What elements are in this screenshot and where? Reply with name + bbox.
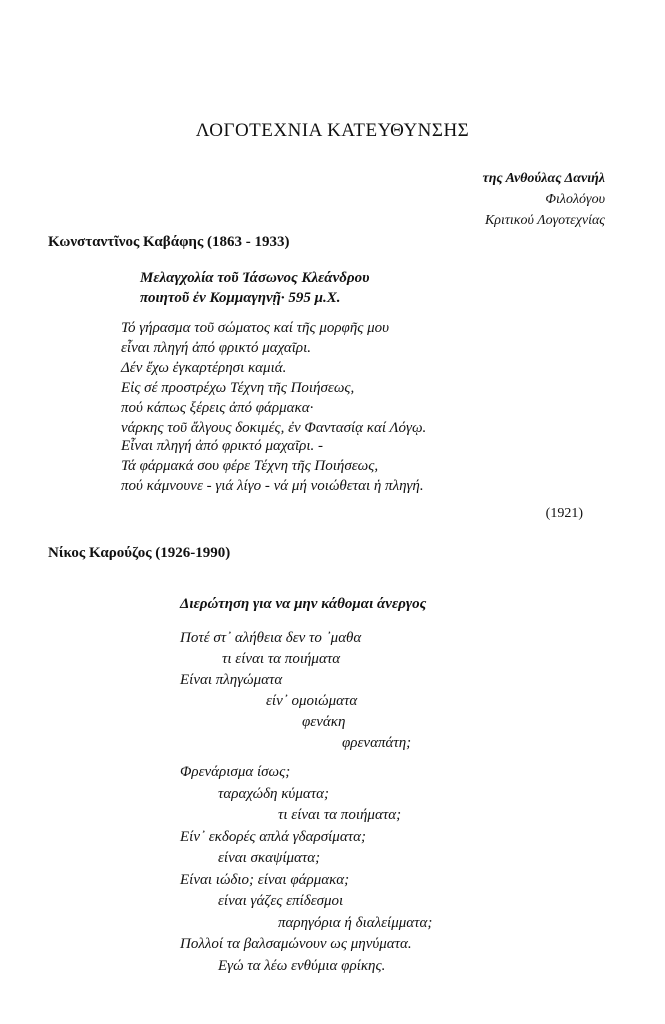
page-title: ΛΟΓΟΤΕΧΝΙΑ ΚΑΤΕΥΘΥΝΣΗΣ bbox=[195, 120, 470, 141]
poem-line: είν᾽ ομοιώματα bbox=[266, 693, 358, 709]
poem-title-karouzos: Διερώτηση για να μην κάθομαι άνεργος bbox=[180, 596, 427, 612]
poem-line: Εγώ τα λέω ενθύμια φρίκης. bbox=[218, 957, 386, 974]
author-name: της Ανθούλας Δανιήλ bbox=[482, 171, 605, 186]
poet-heading-cavafy: Κωνσταντῖνος Καβάφης (1863 - 1933) bbox=[48, 234, 290, 250]
author-block bbox=[483, 168, 605, 231]
poem-line: Εἰς σέ προστρέχω Τέχνη τῆς Ποιήσεως, bbox=[121, 380, 355, 396]
poem-title-line: Μελαγχολία τοῦ Ἰάσωνος Κλεάνδρου bbox=[140, 270, 370, 286]
poem-stanza-karouzos-2 bbox=[180, 762, 432, 977]
poem-line: φενάκη bbox=[302, 714, 346, 730]
poem-line: τι είναι τα ποιήματα bbox=[222, 651, 341, 667]
poem-line: Πολλοί τα βαλσαμώνουν ως μηνύματα. bbox=[180, 936, 412, 952]
poem-line: Τό γήρασμα τοῦ σώματος καί τῆς μορφῆς μου bbox=[121, 320, 390, 336]
poem-line: Είναι πληγώματα bbox=[180, 672, 283, 688]
poem-line: είναι γάζες επίδεσμοι bbox=[218, 893, 344, 909]
poem-line: είναι σκαψίματα; bbox=[218, 850, 321, 866]
poem-line: Τά φάρμακά σου φέρε Τέχνη τῆς Ποιήσεως, bbox=[121, 458, 379, 474]
poem-stanza-karouzos-1 bbox=[180, 628, 411, 754]
poem-line: εἶναι πληγή ἀπό φρικτό μαχαῖρι. bbox=[121, 340, 312, 356]
poem-stanza-cavafy-1 bbox=[121, 318, 426, 438]
poem-line: Εἶναι πληγή ἀπό φρικτό μαχαῖρι. - bbox=[121, 438, 324, 454]
poem-line: νάρκης τοῦ ἄλγους δοκιμές, ἐν Φαντασίᾳ καί Λόγῳ. bbox=[121, 420, 427, 436]
author-role: Φιλολόγου bbox=[545, 192, 605, 207]
poet-heading-karouzos: Νίκος Καρούζος (1926-1990) bbox=[48, 545, 231, 561]
poem-line: Ποτέ στ᾽ αλήθεια δεν το ᾽μαθα bbox=[180, 630, 362, 646]
poem-line: Είν᾽ εκδορές απλά γδαρσίματα; bbox=[180, 828, 366, 845]
poem-title-cavafy bbox=[140, 268, 370, 308]
poem-line: ταραχώδη κύματα; bbox=[218, 785, 329, 802]
poem-line: φρεναπάτη; bbox=[342, 735, 412, 751]
poem-line: πού κάπως ξέρεις ἀπό φάρμακα· bbox=[121, 400, 314, 416]
poem-year: (1921) bbox=[545, 506, 583, 521]
poem-line: Είναι ιώδιο; είναι φάρμακα; bbox=[180, 871, 350, 888]
poem-line: παρηγόρια ή διαλείμματα; bbox=[278, 914, 433, 931]
poem-line: τι είναι τα ποιήματα; bbox=[278, 807, 402, 823]
poem-line: Φρενάρισμα ίσως; bbox=[180, 764, 291, 780]
poem-line: πού κάμνουνε - γιά λίγο - νά μή νοιώθεται ἡ πληγή. bbox=[121, 478, 424, 494]
author-title: Κριτικού Λογοτεχνίας bbox=[484, 213, 605, 228]
poem-stanza-cavafy-2 bbox=[121, 436, 424, 496]
poem-line: Δέν ἔχω ἐγκαρτέρησι καμιά. bbox=[121, 360, 287, 376]
poem-title-line: ποιητοῦ ἐν Κομμαγηνῇ· 595 μ.Χ. bbox=[140, 290, 341, 306]
